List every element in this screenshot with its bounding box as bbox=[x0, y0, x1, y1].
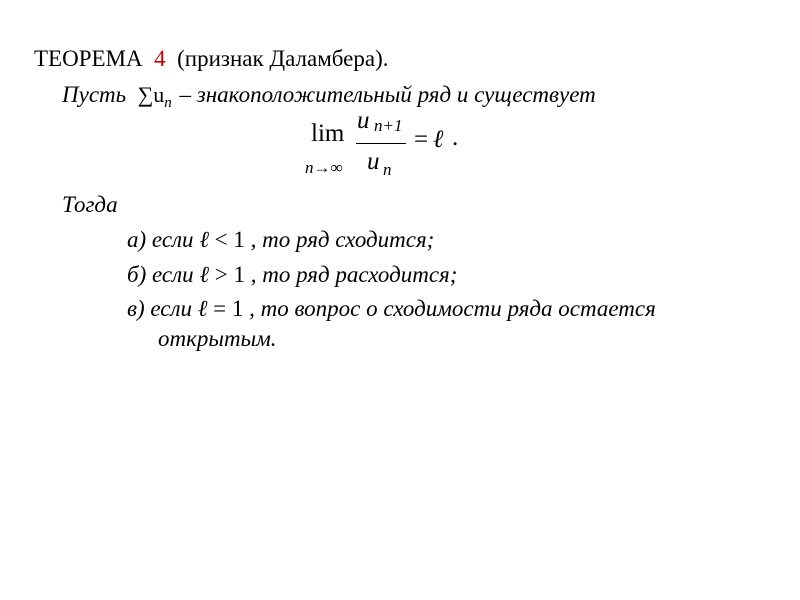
theorem-condition bbox=[62, 80, 596, 113]
case-c bbox=[127, 294, 656, 324]
case-ell: ℓ bbox=[199, 262, 209, 287]
case-relation: = 1 bbox=[207, 296, 250, 321]
formula-denominator-u: u bbox=[367, 148, 380, 175]
case-b bbox=[127, 260, 457, 290]
formula-equals: = bbox=[414, 126, 429, 153]
case-suffix: , то вопрос о сходимости ряда остается bbox=[249, 296, 656, 321]
case-c-continuation: открытым. bbox=[158, 326, 277, 351]
theorem-label: ТЕОРЕМА bbox=[34, 46, 143, 71]
theorem-name: (признак Даламбера). bbox=[177, 46, 389, 71]
condition-prefix: Пусть bbox=[62, 82, 127, 107]
formula-lim: lim bbox=[311, 120, 345, 147]
fraction-bar bbox=[356, 143, 406, 144]
case-prefix: а) если bbox=[127, 227, 200, 252]
case-relation: < 1 bbox=[208, 227, 251, 252]
formula-ell: ℓ bbox=[433, 126, 444, 153]
case-a bbox=[127, 225, 434, 255]
formula-numerator-u: u bbox=[357, 107, 370, 134]
sum-subscript: n bbox=[164, 95, 172, 111]
case-suffix: , то ряд сходится; bbox=[250, 227, 435, 252]
case-ell: ℓ bbox=[197, 296, 208, 321]
case-prefix: в) если bbox=[127, 296, 198, 321]
then-label: Тогда bbox=[62, 192, 118, 217]
formula-numerator-subscript: n+1 bbox=[374, 116, 403, 135]
theorem-title bbox=[34, 44, 389, 74]
sum-symbol: ∑u bbox=[137, 82, 165, 107]
theorem-number: 4 bbox=[154, 46, 166, 71]
case-suffix: , то ряд расходится; bbox=[250, 262, 458, 287]
formula-dot: . bbox=[452, 124, 459, 151]
case-prefix: б) если bbox=[127, 262, 200, 287]
case-ell: ℓ bbox=[199, 227, 209, 252]
condition-text: – знакоположительный ряд и существует bbox=[179, 82, 596, 107]
formula-denominator-subscript: n bbox=[383, 160, 392, 179]
case-relation: > 1 bbox=[208, 262, 251, 287]
formula-lim-subscript: n→∞ bbox=[305, 158, 343, 177]
